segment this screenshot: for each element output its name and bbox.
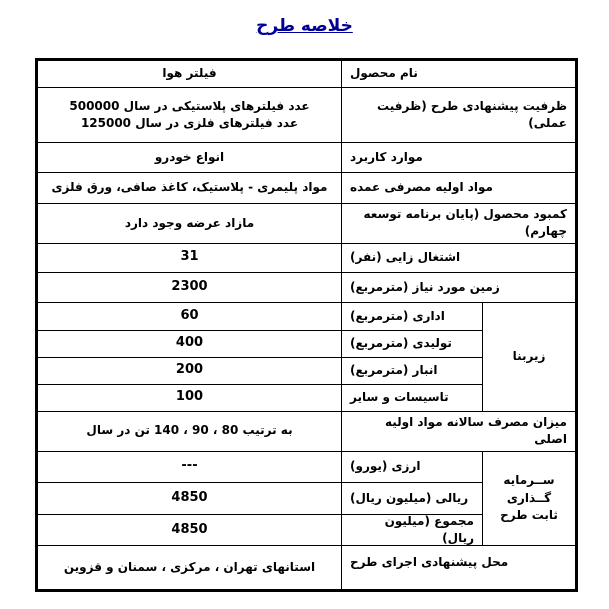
table-row-product-name: [38, 61, 575, 87]
annual-consumption-value: به ترتیب 80 ، 90 ، 140 تن در سال: [86, 423, 293, 438]
capacity-label: ظرفیت پیشنهادی طرح (ظرفیت عملی): [377, 98, 567, 130]
applications-value: انواع خودرو: [154, 149, 225, 164]
infra-facilities-value: 100: [175, 389, 204, 405]
table-row-investment-currency: [38, 452, 482, 483]
capacity-label-cell: [341, 88, 575, 142]
product-shortage-value-cell: [38, 204, 341, 243]
job-creation-value-cell: [38, 244, 341, 272]
table-row-infra-admin: [38, 303, 482, 330]
page-title: خلاصه طرح: [256, 16, 353, 36]
annual-consumption-label-cell: [341, 412, 575, 451]
product-name-label-cell: [341, 61, 575, 87]
table-row-applications: [38, 142, 575, 172]
table-row-product-shortage: [38, 203, 575, 243]
investment-total-label-cell: [341, 515, 482, 546]
location-value-cell: [38, 546, 341, 589]
product-name-value: فیلتر هوا: [162, 66, 217, 81]
annual-consumption-value-cell: [38, 412, 341, 451]
infra-production-label: تولیدی (مترمربع): [350, 336, 452, 351]
job-creation-value: 31: [180, 249, 199, 265]
infra-production-label-cell: [341, 331, 482, 357]
infrastructure-section: [38, 302, 575, 411]
table-row-investment-rial: [38, 482, 482, 514]
investment-rial-value-cell: [38, 483, 341, 514]
table-row-infra-production: [38, 330, 482, 357]
land-required-value-cell: [38, 273, 341, 302]
annual-consumption-label: میزان مصرف سالانه مواد اولیه اصلی: [384, 414, 567, 447]
infra-warehouse-value-cell: [38, 358, 341, 384]
table-row-annual-consumption: [38, 411, 575, 451]
location-label-cell: [341, 546, 575, 589]
infra-admin-label-cell: [341, 303, 482, 330]
infra-warehouse-label-cell: [341, 358, 482, 384]
capacity-value-cell: [38, 88, 341, 142]
location-value: استانهای تهران ، مرکزی ، سمنان و قزوین: [63, 560, 316, 575]
infra-admin-label: اداری (مترمربع): [350, 308, 445, 323]
investment-rial-label: ریالی (میلیون ریال): [350, 490, 469, 505]
infra-admin-value: 60: [180, 307, 199, 323]
land-required-label-cell: [341, 273, 575, 302]
table-row-location: [38, 545, 575, 589]
investment-group-label-cell: [482, 452, 575, 546]
project-summary-table: [35, 58, 578, 592]
investment-currency-label: ارزی (یورو): [350, 459, 421, 474]
product-shortage-label-cell: [341, 204, 575, 243]
infra-facilities-label: تاسیسات و سایر: [350, 390, 449, 405]
raw-materials-value-cell: [38, 173, 341, 203]
investment-rows: [38, 452, 482, 546]
product-name-value-cell: [38, 61, 341, 87]
investment-group-label-line-1: ســرمایه گــذاری: [503, 473, 555, 505]
infrastructure-rows: [38, 303, 482, 411]
investment-currency-label-cell: [341, 452, 482, 483]
applications-label-cell: [341, 143, 575, 172]
infrastructure-group-label: زیربنا: [512, 349, 546, 364]
investment-currency-value-cell: [38, 452, 341, 483]
capacity-value-line-2: 125000 عدد فیلترهای فلزی در سال: [80, 116, 299, 130]
product-name-label: نام محصول: [350, 66, 418, 81]
location-label: محل پیشنهادی اجرای طرح: [350, 555, 509, 570]
investment-currency-value: ---: [181, 458, 198, 474]
investment-total-label: مجموع (میلیون ریال): [384, 513, 474, 546]
investment-section: [38, 451, 575, 546]
capacity-value-line-1: 500000 عدد فیلترهای پلاستیکی در سال: [69, 98, 310, 113]
land-required-label: زمین مورد نیاز (مترمربع): [350, 279, 500, 294]
infra-production-value-cell: [38, 331, 341, 357]
applications-value-cell: [38, 143, 341, 172]
table-row-land-required: [38, 272, 575, 302]
land-required-value: 2300: [171, 278, 208, 294]
job-creation-label-cell: [341, 244, 575, 272]
raw-materials-label-cell: [341, 173, 575, 203]
infra-facilities-label-cell: [341, 385, 482, 411]
product-shortage-value: مازاد عرضه وجود دارد: [124, 215, 255, 230]
applications-label: موارد کاربرد: [350, 149, 423, 164]
infra-production-value: 400: [175, 335, 204, 351]
table-row-capacity: [38, 87, 575, 142]
investment-group-label-line-2: ثابت طرح: [500, 508, 558, 523]
table-row-infra-warehouse: [38, 357, 482, 384]
table-row-investment-total: [38, 514, 482, 546]
infra-facilities-value-cell: [38, 385, 341, 411]
raw-materials-value: مواد پلیمری - پلاستیک، کاغذ صافی، ورق فلزی: [51, 180, 328, 195]
job-creation-label: اشتغال زایی (نفر): [350, 250, 461, 265]
infra-warehouse-label: انبار (مترمربع): [350, 363, 438, 378]
product-shortage-label: کمبود محصول (پایان برنامه توسعه چهارم): [363, 207, 567, 239]
investment-rial-value: 4850: [171, 490, 208, 506]
infra-warehouse-value: 200: [175, 362, 204, 378]
raw-materials-label: مواد اولیه مصرفی عمده: [350, 180, 493, 195]
table-row-infra-facilities: [38, 384, 482, 411]
infrastructure-group-label-cell: [482, 303, 575, 411]
investment-total-value-cell: [38, 515, 341, 546]
investment-rial-label-cell: [341, 483, 482, 514]
table-row-raw-materials: [38, 172, 575, 203]
table-row-job-creation: [38, 243, 575, 272]
infra-admin-value-cell: [38, 303, 341, 330]
investment-total-value: 4850: [171, 521, 208, 537]
